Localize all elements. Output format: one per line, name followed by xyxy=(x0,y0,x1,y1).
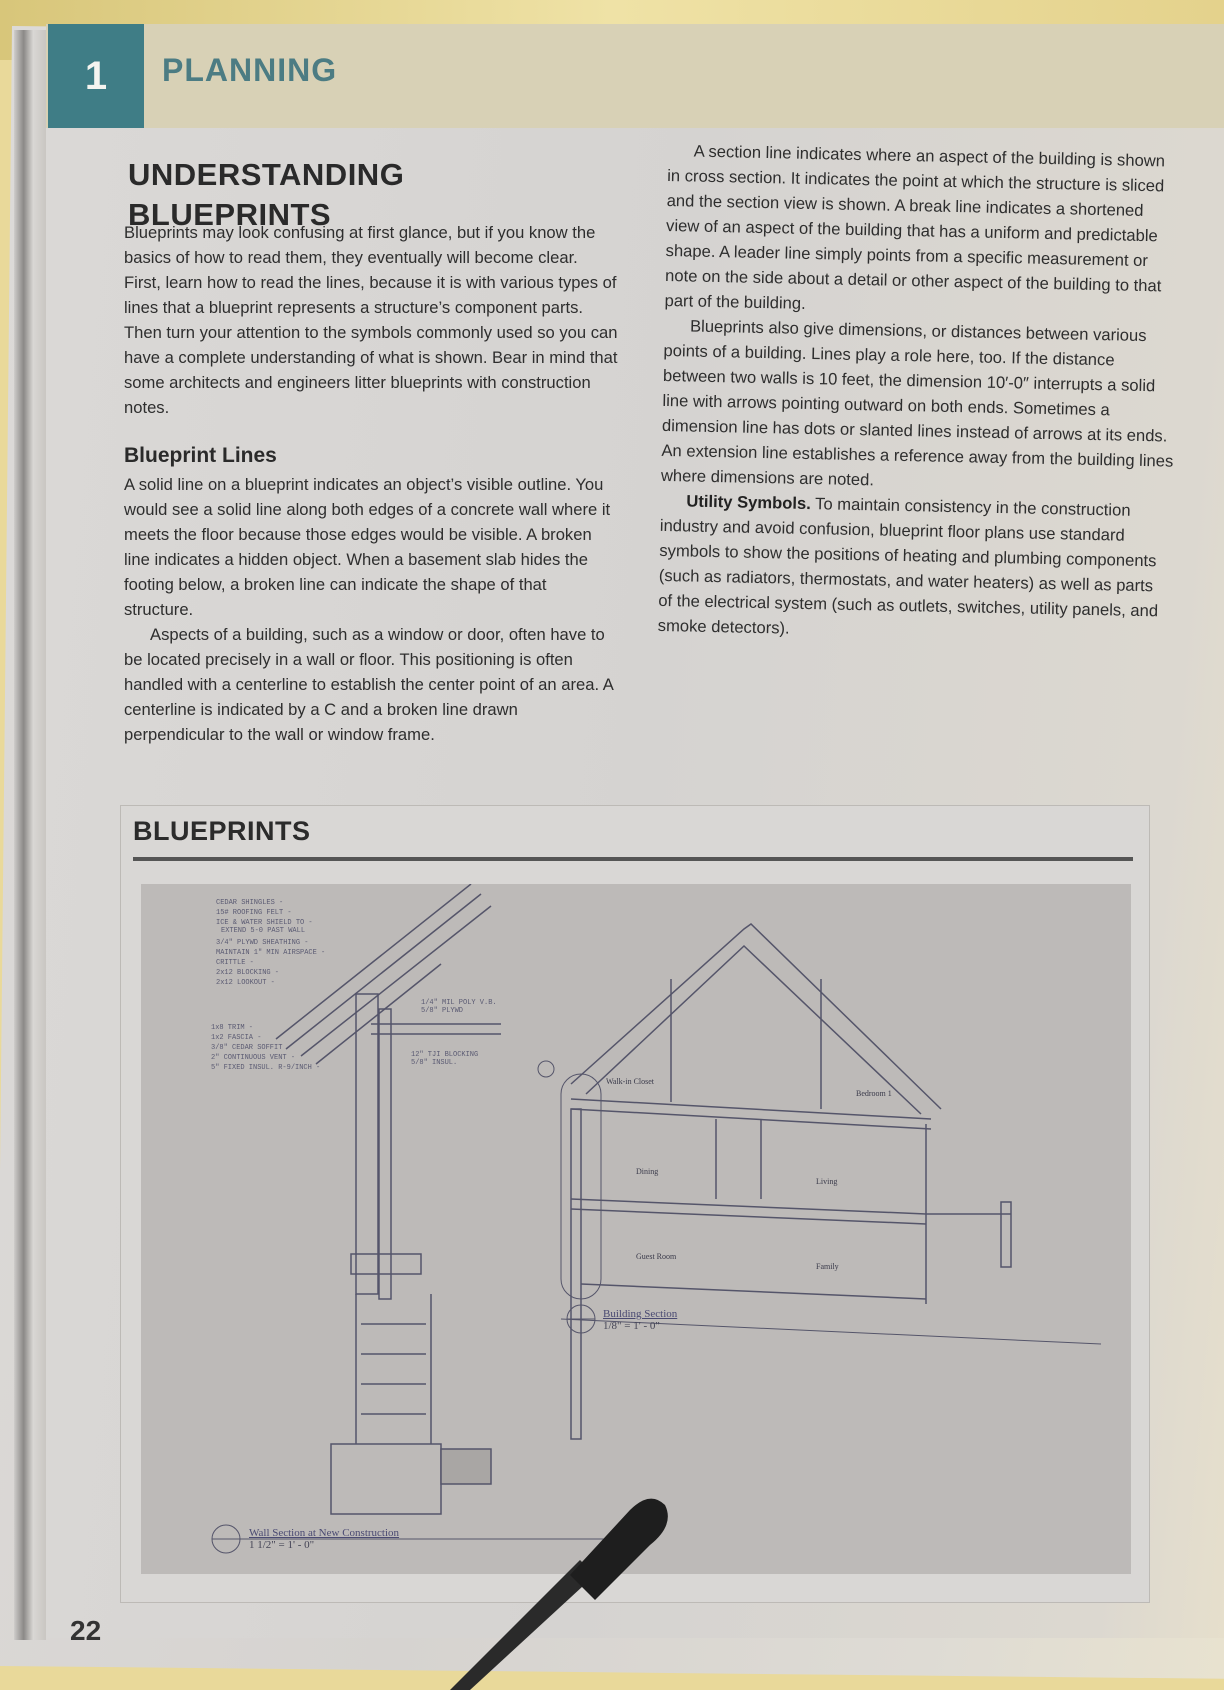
body-paragraph: A section line indicates where an aspect of the building is shown in cross section. It indicates the point at which the structure is sliced and the section view is shown. A break line indicates a shortened view of an aspect of the building that has a uniform and predictable shape. A leader line simply points from a specific measurement or note on the side about a detail or other aspect of the building to that part of the building. xyxy=(664,141,1166,313)
body-paragraph: Aspects of a building, such as a window or door, often have to be located precisely in a wall or floor. This positioning is often handled with a centerline to establish the center point of an area. A centerline is indicated by a C and a broken line drawn perpendicular to the wall or window frame. xyxy=(124,625,613,744)
wall-section-scale: 1 1/2" = 1' - 0" xyxy=(249,1539,315,1551)
paragraph-text: To maintain consistency in the construction industry and avoid confusion, blueprint floor plans use standard symbols to show the positions of heating and plumbing components (such as radiators, thermostats, and water heaters) as well as parts of the electrical system (such as outlets, switches, utility panels, and smoke detectors). xyxy=(657,494,1159,638)
page-number: 22 xyxy=(70,1615,102,1646)
page-title-line-2: BLUEPRINTS xyxy=(128,197,332,232)
book-spine xyxy=(14,30,46,1640)
svg-text:5" FIXED INSUL. R-9/INCH -: 5" FIXED INSUL. R-9/INCH - xyxy=(211,1064,321,1072)
svg-text:CEDAR SHINGLES -: CEDAR SHINGLES - xyxy=(216,899,284,907)
svg-text:Living: Living xyxy=(816,1177,838,1186)
building-section-scale: 1/8" = 1' - 0" xyxy=(603,1320,660,1332)
right-column xyxy=(658,138,1180,649)
svg-text:Walk-in Closet: Walk-in Closet xyxy=(606,1077,655,1086)
svg-text:Guest Room: Guest Room xyxy=(636,1252,677,1261)
svg-text:5/8" PLYWD: 5/8" PLYWD xyxy=(421,1007,464,1015)
blueprint-drawing xyxy=(141,884,1131,1574)
svg-text:3/8" CEDAR SOFFIT -: 3/8" CEDAR SOFFIT - xyxy=(211,1044,291,1052)
building-section-title: Building Section xyxy=(603,1308,678,1320)
svg-text:Family: Family xyxy=(816,1262,839,1271)
section-heading: Blueprint Lines xyxy=(124,444,277,467)
blueprint-image xyxy=(141,884,1131,1574)
svg-text:2" CONTINUOUS VENT -: 2" CONTINUOUS VENT - xyxy=(211,1054,296,1062)
building-section-caption xyxy=(603,1308,677,1332)
svg-text:2x12 BLOCKING -: 2x12 BLOCKING - xyxy=(216,969,280,977)
svg-text:ICE & WATER SHIELD TO -: ICE & WATER SHIELD TO - xyxy=(216,919,313,927)
run-in-heading: Utility Symbols. xyxy=(686,491,812,514)
svg-text:15# ROOFING FELT -: 15# ROOFING FELT - xyxy=(216,909,292,917)
svg-text:3/4" PLYWD SHEATHING -: 3/4" PLYWD SHEATHING - xyxy=(216,939,309,947)
pen-pointer xyxy=(430,1490,670,1690)
svg-text:CRITTLE -: CRITTLE - xyxy=(216,959,254,967)
page-title-line-1: UNDERSTANDING xyxy=(128,157,405,192)
svg-text:5/8" INSUL.: 5/8" INSUL. xyxy=(411,1059,458,1067)
svg-text:1x8 TRIM -: 1x8 TRIM - xyxy=(211,1024,254,1032)
svg-text:2x12 LOOKOUT -: 2x12 LOOKOUT - xyxy=(216,979,275,987)
svg-text:MAINTAIN 1" MIN AIRSPACE -: MAINTAIN 1" MIN AIRSPACE - xyxy=(216,949,326,957)
svg-text:EXTEND 5-0 PAST WALL: EXTEND 5-0 PAST WALL xyxy=(221,927,306,935)
chapter-number: 1 xyxy=(48,24,144,128)
svg-text:Dining: Dining xyxy=(636,1167,659,1176)
body-paragraph: Blueprints also give dimensions, or distances between various points of a building. Lines play a role here, too. If the distance between two walls is 10 feet, the dimension 10′-0″ interrupts a solid line with arrows pointing outward on both ends. Sometimes a dimension line has dots or slanted lines instead of arrows at its ends. An extension line establishes a reference away from the building lines where dimensions are noted. xyxy=(660,316,1174,490)
left-column xyxy=(124,220,618,747)
figure-rule xyxy=(133,857,1133,861)
figure-title: BLUEPRINTS xyxy=(133,816,311,846)
intro-paragraph: Blueprints may look confusing at first glance, but if you know the basics of how to read them, they eventually will become clear. First, learn how to read the lines, because it is with various types of lines that a blueprint represents a structure’s component parts. Then turn your attention to the symbols commonly used so you can have a complete understanding of what is shown. Bear in mind that some architects and engineers litter blueprints with construction notes. xyxy=(124,223,618,417)
svg-text:1/4" MIL POLY V.B.: 1/4" MIL POLY V.B. xyxy=(421,999,497,1007)
chapter-title: PLANNING xyxy=(162,52,338,88)
svg-text:Bedroom 1: Bedroom 1 xyxy=(856,1089,892,1098)
wall-section-caption xyxy=(249,1527,399,1551)
body-paragraph: A solid line on a blueprint indicates an object’s visible outline. You would see a solid line along both edges of a concrete wall where it meets the floor because those edges would be visible. A broken line indicates a hidden object. When a basement slab hides the footing below, a broken line can indicate the shape of that structure. xyxy=(124,475,611,619)
svg-text:1x2 FASCIA -: 1x2 FASCIA - xyxy=(211,1034,262,1042)
blueprints-figure xyxy=(120,805,1150,1603)
body-paragraph xyxy=(658,488,1173,649)
wall-section-title: Wall Section at New Construction xyxy=(249,1527,400,1539)
svg-text:12" TJI BLOCKING: 12" TJI BLOCKING xyxy=(411,1051,479,1059)
